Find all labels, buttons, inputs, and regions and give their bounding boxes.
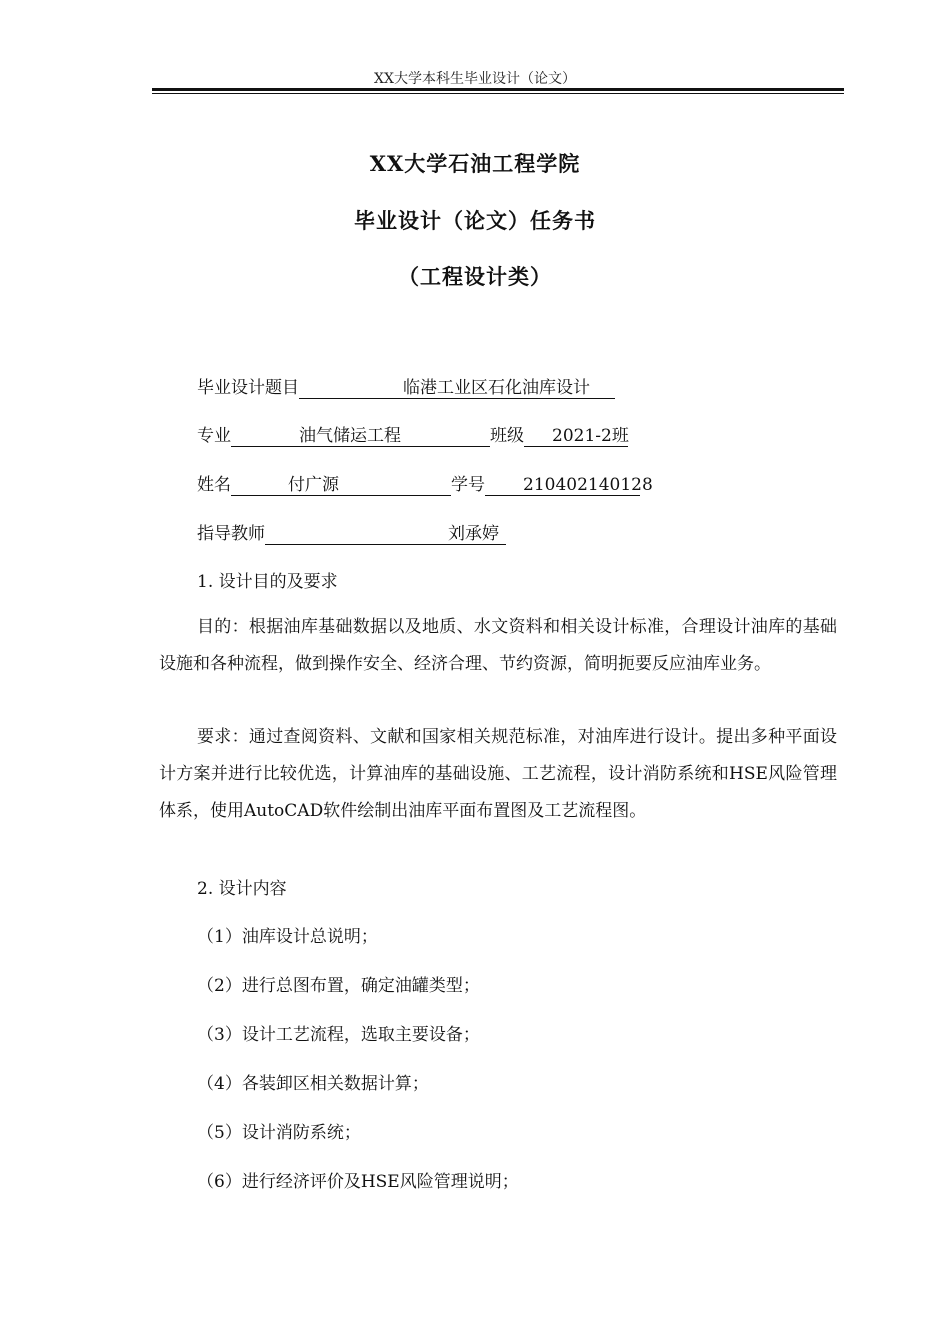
list-item: （6）进行经济评价及HSE风险管理说明； [197, 1172, 519, 1192]
header-rule-thick [152, 88, 844, 91]
list-item: （5）设计消防系统； [197, 1123, 361, 1143]
major-row [197, 421, 628, 447]
id-value: 210402140128 [523, 475, 653, 495]
topic-label: 毕业设计题目 [197, 378, 299, 398]
topic-underline [299, 378, 615, 399]
section-1-purpose: 目的：根据油库基础数据以及地质、水文资料和相关设计标准，合理设计油库的基础设施和各种流程，做到操作安全、经济合理、节约资源，简明扼要反应油库业务。 [159, 617, 837, 674]
class-value: 2021-2班 [552, 426, 629, 446]
name-underline [231, 475, 451, 496]
name-row [197, 470, 653, 496]
list-item: （4）各装卸区相关数据计算； [197, 1074, 429, 1094]
list-item: （1）油库设计总说明； [197, 927, 378, 947]
page-header: XX大学本科生毕业设计（论文） [374, 71, 576, 87]
section-2-heading: 2. 设计内容 [197, 879, 287, 899]
advisor-row [197, 519, 506, 545]
document-title: 毕业设计（论文）任务书 [354, 208, 596, 233]
document-category: （工程设计类） [398, 264, 552, 289]
list-item: （2）进行总图布置，确定油罐类型； [197, 976, 480, 996]
name-label: 姓名 [197, 475, 231, 495]
list-item: （3）设计工艺流程，选取主要设备； [197, 1025, 480, 1045]
id-underline [485, 475, 653, 496]
section-1-heading: 1. 设计目的及要求 [197, 572, 338, 592]
major-label: 专业 [197, 426, 231, 446]
major-value: 油气储运工程 [299, 426, 401, 446]
topic-row [197, 373, 615, 399]
topic-value: 临港工业区石化油库设计 [403, 378, 590, 398]
section-1-requirements: 要求：通过查阅资料、文献和国家相关规范标准，对油库进行设计。提出多种平面设计方案并进行比较优选，计算油库的基础设施、工艺流程，设计消防系统和HSE风险管理体系，使用AutoCAD软件绘制出油库平面布置图及工艺流程图。 [159, 727, 837, 821]
advisor-value: 刘承婷 [448, 524, 499, 544]
class-underline [524, 426, 628, 447]
id-label: 学号 [451, 475, 485, 495]
class-label: 班级 [490, 426, 524, 446]
school-title: XX大学石油工程学院 [369, 151, 581, 176]
header-rule-thin [152, 93, 844, 94]
advisor-label: 指导教师 [197, 524, 265, 544]
major-underline [231, 426, 490, 447]
name-value: 付广源 [288, 475, 339, 495]
advisor-underline [265, 524, 506, 545]
